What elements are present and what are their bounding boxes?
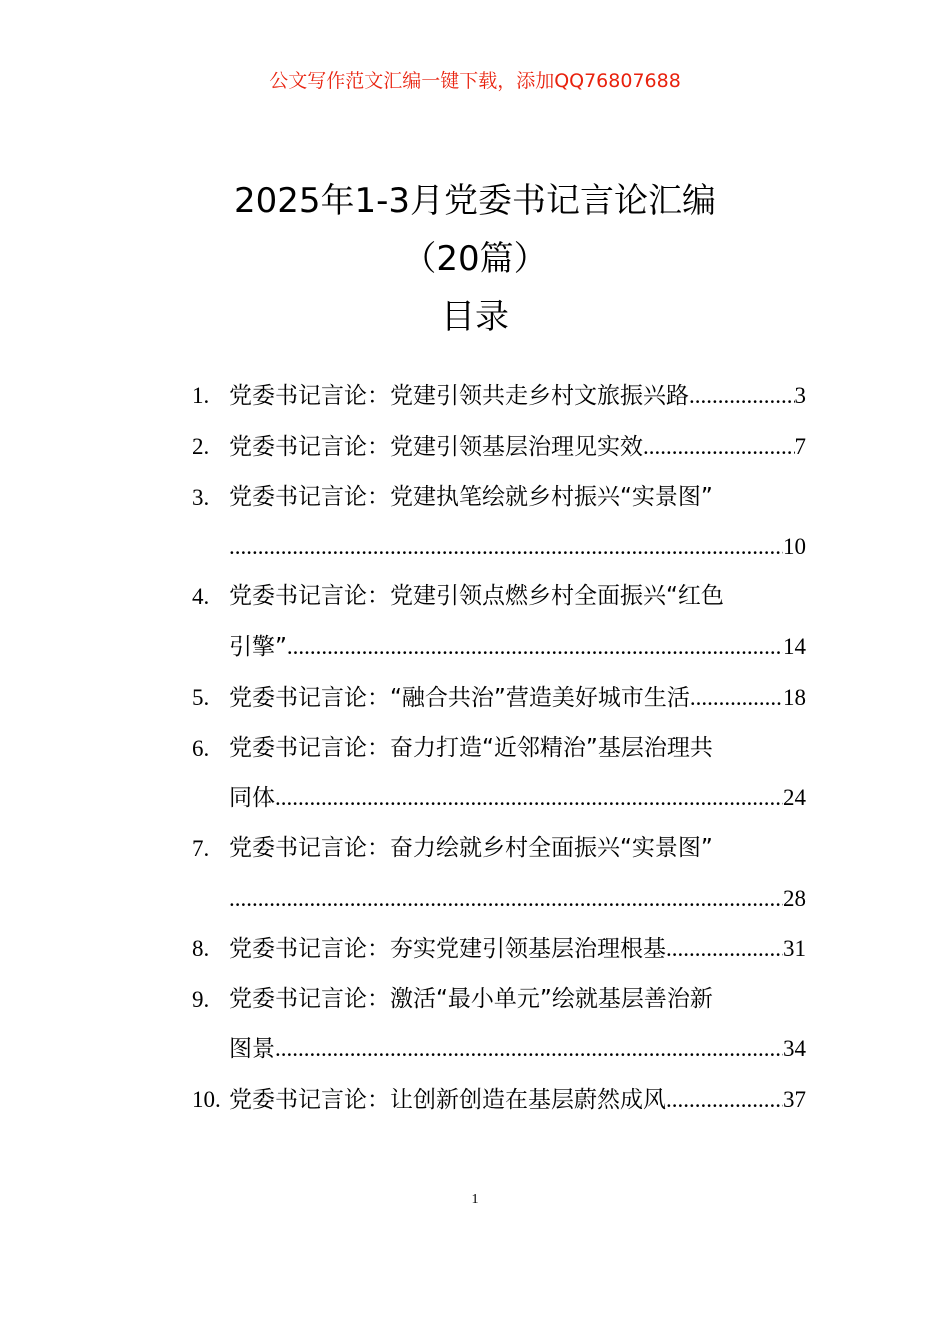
toc-entry-line [229, 371, 806, 422]
toc-entry[interactable] [192, 924, 806, 975]
toc-entry-title: 党委书记言论：夯实党建引领基层治理根基 [229, 935, 666, 962]
toc-entry-page: 34 [783, 1036, 806, 1062]
toc-dot-leader [690, 673, 783, 723]
toc-entry-page: 37 [783, 1087, 806, 1113]
toc-entry-line [229, 824, 806, 874]
toc-entry-number: 5. [192, 684, 210, 710]
page-number: 1 [471, 1192, 479, 1207]
table-of-contents [192, 371, 806, 1126]
toc-entry[interactable] [192, 724, 806, 825]
toc-entry-line [229, 473, 806, 523]
toc-entry-title: 党委书记言论：“融合共治”营造美好城市生活 [229, 684, 690, 711]
toc-entry-page: 31 [783, 935, 806, 961]
toc-entry-number: 4. [192, 584, 210, 610]
toc-entry-title: 党委书记言论：激活“最小单元”绘就基层善治新 [229, 985, 713, 1012]
toc-entry-title: 党委书记言论：党建引领共走乡村文旅振兴路 [229, 383, 689, 409]
document-title [0, 172, 950, 346]
toc-entry-page: 3 [794, 383, 806, 408]
toc-entry-line [229, 975, 806, 1025]
toc-entry-page: 10 [783, 534, 806, 560]
toc-dot-leader [287, 622, 783, 672]
toc-entry-page: 28 [783, 885, 806, 911]
toc-entry-line [229, 724, 806, 774]
toc-heading: 目录 [441, 297, 509, 337]
toc-entry-title: 党委书记言论：奋力绘就乡村全面振兴“实景图” [229, 835, 713, 862]
toc-entry-title: 引擎” [229, 633, 287, 660]
toc-entry-page: 7 [794, 433, 806, 459]
toc-dot-leader [275, 773, 783, 823]
toc-dot-leader [229, 874, 783, 924]
toc-entry[interactable] [192, 473, 806, 573]
toc-entry-title: 党委书记言论：党建引领基层治理见实效 [229, 433, 643, 460]
toc-entry-number: 9. [192, 986, 210, 1012]
toc-entry-number: 8. [192, 935, 210, 961]
toc-dot-leader [666, 1075, 783, 1125]
toc-entry-title: 党委书记言论：奋力打造“近邻精治”基层治理共 [229, 734, 713, 761]
toc-entry-page: 24 [783, 785, 806, 811]
toc-entry-title: 图景 [229, 1036, 275, 1063]
title-line-main: 2025年1-3月党委书记言论汇编 [233, 181, 717, 221]
toc-entry-number: 1. [192, 383, 210, 408]
toc-entry[interactable] [192, 572, 806, 673]
toc-entry-number: 3. [192, 484, 210, 510]
toc-entry-line [229, 1075, 806, 1126]
toc-dot-leader [666, 924, 783, 974]
toc-entry[interactable] [192, 824, 806, 924]
toc-entry-line [229, 924, 806, 975]
toc-entry-line [229, 874, 806, 924]
toc-entry-title: 党委书记言论：党建执笔绘就乡村振兴“实景图” [229, 483, 713, 510]
title-line-count: （20篇） [402, 239, 548, 279]
toc-entry-line [229, 773, 806, 824]
download-banner: 公文写作范文汇编一键下载，添加QQ76807688 [269, 70, 681, 92]
toc-entry-number: 10. [192, 1087, 221, 1113]
toc-entry-page: 14 [783, 633, 806, 659]
toc-entry-title: 党委书记言论：让创新创造在基层蔚然成风 [229, 1087, 666, 1114]
toc-entry-title: 党委书记言论：党建引领点燃乡村全面振兴“红色 [229, 583, 724, 610]
toc-entry-line [229, 422, 806, 473]
toc-entry[interactable] [192, 422, 806, 473]
toc-entry[interactable] [192, 975, 806, 1076]
toc-entry[interactable] [192, 673, 806, 724]
toc-dot-leader [229, 522, 783, 572]
toc-entry-line [229, 1024, 806, 1075]
toc-entry-number: 6. [192, 735, 210, 761]
toc-entry[interactable] [192, 1075, 806, 1126]
toc-entry[interactable] [192, 371, 806, 422]
toc-entry-number: 2. [192, 433, 210, 459]
toc-entry-line [229, 673, 806, 724]
toc-entry-title: 同体 [229, 785, 275, 812]
toc-dot-leader [275, 1024, 783, 1074]
toc-entry-line [229, 622, 806, 673]
toc-entry-line [229, 522, 806, 572]
toc-entry-number: 7. [192, 836, 210, 862]
toc-dot-leader [643, 422, 795, 472]
toc-entry-page: 18 [783, 684, 806, 710]
toc-entry-line [229, 572, 806, 622]
toc-dot-leader [689, 371, 795, 421]
